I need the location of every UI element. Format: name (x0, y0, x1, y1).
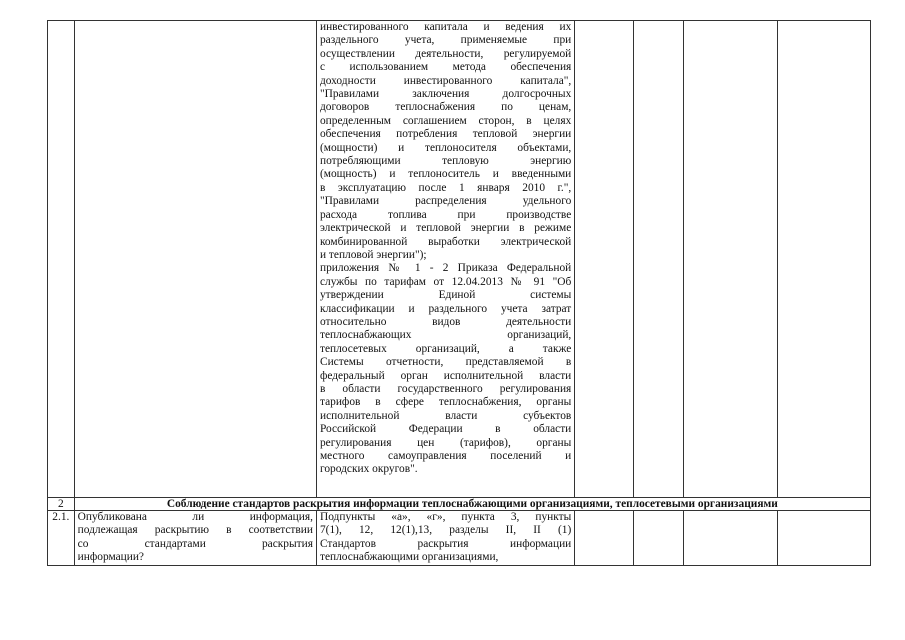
legal-reference-cell (316, 511, 574, 566)
question-cell (74, 21, 316, 498)
text-line: подлежащая раскрытию в соответствии (77, 524, 313, 537)
answer-yes-cell (575, 21, 634, 498)
text-line: инвестированного капитала и ведения их (319, 21, 572, 33)
text-line: регулирования цен (тарифов), органы (319, 436, 572, 449)
notes-cell (778, 511, 871, 566)
section-row (48, 498, 871, 511)
answer-no-cell (633, 21, 683, 498)
text-line: тарифов в сфере теплоснабжения, органы (319, 396, 572, 409)
text-line: Системы отчетности, представляемой в (319, 356, 572, 369)
text-line: с использованием метода обеспечения (319, 61, 572, 74)
text-line: федеральный орган исполнительной власти (319, 369, 572, 382)
text-line: со стандартами раскрытия (77, 537, 313, 550)
text-line: Российской Федерации в области (319, 423, 572, 436)
text-line: теплосетевых организаций, а также (319, 342, 572, 355)
text-line: раздельного учета, применяемые при (319, 34, 572, 47)
requirements-table (47, 20, 871, 566)
text-line: исполнительной власти субъектов (319, 409, 572, 422)
text-line: (мощности) и теплоносителя объектами, (319, 141, 572, 154)
answer-yes-cell (575, 511, 634, 566)
text-line: определенным соглашением сторон, в целях (319, 114, 572, 127)
answer-no-cell (633, 511, 683, 566)
text-line: осуществлении деятельности, регулируемой (319, 47, 572, 60)
text-line: в эксплуатацию после 1 января 2010 г.", (319, 181, 572, 194)
question-text (78, 511, 313, 565)
text-line: и тепловой энергии"); (319, 248, 427, 261)
text-line: Подпункты «а», «г», пункта 3, пункты (319, 511, 572, 523)
text-line: расхода топлива при производстве (319, 208, 572, 221)
text-line: информации? (77, 551, 144, 564)
text-line: Стандартов раскрытия информации (319, 537, 572, 550)
text-line: обеспечения потребления тепловой энергии (319, 128, 572, 141)
text-line: городских округов". (319, 463, 418, 476)
text-line: 7(1), 12, 12(1),13, разделы II, II (1) (319, 524, 572, 537)
text-line: комбинированной выработки электрической (319, 235, 572, 248)
legal-reference-text (320, 21, 571, 477)
text-line: классификации и раздельного учета затрат (319, 302, 572, 315)
text-line: местного самоуправления поселений и (319, 450, 572, 462)
question-cell (74, 511, 316, 566)
answer-na-cell (684, 21, 778, 498)
row-number-cell (48, 21, 75, 498)
text-line: доходности инвестированного капитала", (319, 74, 572, 87)
legal-reference-cell (316, 21, 574, 498)
text-line: теплоснабжающих организаций, (319, 329, 572, 342)
text-line: договоров теплоснабжения по ценам, (319, 101, 572, 114)
text-line: в области государственного регулирования (319, 382, 572, 395)
answer-na-cell (684, 511, 778, 566)
text-line: "Правилами распределения удельного (319, 195, 572, 208)
text-line: утверждении Единой системы (319, 289, 572, 302)
text-line: (мощность) и теплоноситель и введенными (319, 168, 572, 181)
table-row (48, 511, 871, 566)
text-line: относительно видов деятельности (319, 315, 572, 328)
text-line: теплоснабжающими организациями, (319, 551, 499, 564)
text-line: потребляющими тепловую энергию (319, 155, 572, 168)
text-line: электрической и тепловой энергии в режиме (319, 222, 572, 235)
section-number: 2 (48, 498, 75, 511)
text-line: "Правилами заключения долгосрочных (319, 88, 572, 101)
row-number-cell: 2.1. (48, 511, 75, 566)
table-row (48, 21, 871, 498)
section-title: Соблюдение стандартов раскрытия информации теплоснабжающими организациями, теплосетевыми организациями (74, 498, 870, 511)
text-line: приложения № 1 - 2 Приказа Федеральной (319, 262, 572, 275)
legal-reference-text (320, 511, 571, 565)
text-line: службы по тарифам от 12.04.2013 № 91 "Об (319, 275, 572, 288)
text-line: Опубликована ли информация, (77, 511, 313, 523)
notes-cell (778, 21, 871, 498)
